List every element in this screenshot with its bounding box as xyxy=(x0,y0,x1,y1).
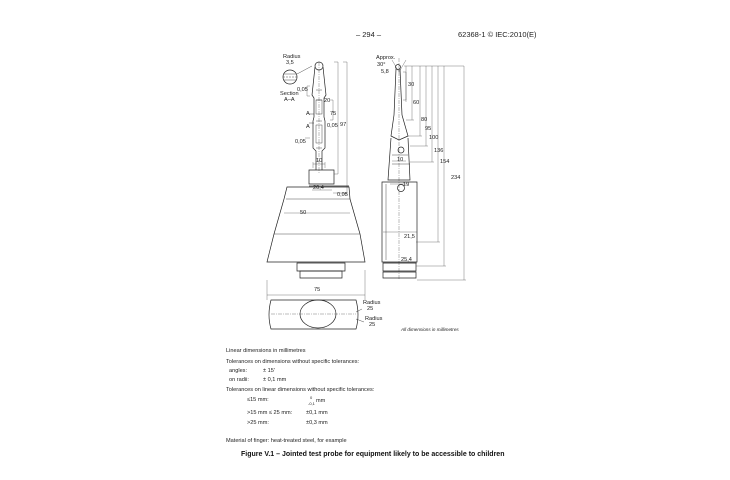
label-approx-angle: 30° xyxy=(377,62,386,68)
dim-0-05-lower: 0,05 xyxy=(295,139,306,145)
tol-row1-upper: 0 xyxy=(310,395,313,400)
note-linear-dims: Linear dimensions in millimetres xyxy=(226,348,306,354)
dim-100: 100 xyxy=(429,135,439,141)
dim-25-4: 25,4 xyxy=(401,257,412,263)
dim-20-4: 20,4 xyxy=(313,185,324,191)
note-radii-label: on radii: xyxy=(229,377,249,383)
note-tol-linear: Tolerances on linear dimensions without specific tolerances: xyxy=(226,387,375,393)
dim-234: 234 xyxy=(451,175,461,181)
tol-row2-value: ±0,1 mm xyxy=(306,410,328,416)
dim-5-8: 5,8 xyxy=(381,69,389,75)
dim-50: 50 xyxy=(300,210,307,216)
dim-80: 80 xyxy=(421,117,428,123)
dim-0-05-top: 0,05 xyxy=(297,87,308,93)
note-angles-value: ± 15' xyxy=(263,368,275,374)
standard-reference: 62368-1 © IEC:2010(E) xyxy=(458,30,537,39)
note-angles-label: angles: xyxy=(229,368,248,374)
label-approx: Approx. xyxy=(376,55,396,61)
dim-19: 19 xyxy=(403,182,410,188)
label-radius-value: 3,5 xyxy=(286,60,294,66)
dim-154: 154 xyxy=(440,159,450,165)
tol-row1-unit: mm xyxy=(316,398,326,404)
dim-0-05-mid: 0,05 xyxy=(327,123,338,129)
page-number: – 294 – xyxy=(356,30,382,39)
dim-75: 75 xyxy=(330,111,337,117)
label-a-upper: A xyxy=(306,111,310,117)
label-radius-25-b-value: 25 xyxy=(369,322,376,328)
note-tol-no-spec: Tolerances on dimensions without specific tolerances: xyxy=(226,359,360,365)
label-radius-25: Radius xyxy=(363,300,381,306)
label-radius: Radius xyxy=(283,54,301,60)
dim-136: 136 xyxy=(434,148,444,154)
label-section: Section xyxy=(280,91,299,97)
dim-21-5: 21,5 xyxy=(404,234,415,240)
dim-0-05-base: 0,05 xyxy=(337,192,348,198)
dim-97: 97 xyxy=(340,122,347,128)
tol-row3-label: >25 mm: xyxy=(247,420,269,426)
dim-20: 20 xyxy=(324,98,331,104)
figure-caption: Figure V.1 – Jointed test probe for equipment likely to be accessible to children xyxy=(241,451,505,458)
tol-row2-label: >15 mm ≤ 25 mm: xyxy=(247,410,293,416)
label-section-aa: A–A xyxy=(284,97,295,103)
note-material: Material of finger: heat-treated steel, for example xyxy=(226,438,347,444)
label-radius-25-value: 25 xyxy=(367,306,374,312)
tol-row1-lower: -0,1 xyxy=(308,401,315,406)
all-dims-note: All dimensions in millimetres xyxy=(401,327,459,332)
dim-95: 95 xyxy=(425,126,432,132)
tol-row3-value: ±0,3 mm xyxy=(306,420,328,426)
dim-10-right: 10 xyxy=(397,157,404,163)
label-radius-25-b: Radius xyxy=(365,316,383,322)
tol-row1-label: ≤15 mm: xyxy=(247,397,269,403)
dim-60: 60 xyxy=(413,100,420,106)
dim-75-bottom: 75 xyxy=(314,287,321,293)
dim-10: 10 xyxy=(316,158,323,164)
note-radii-value: ± 0,1 mm xyxy=(263,377,287,383)
dim-30: 30 xyxy=(408,82,415,88)
label-a-lower: A xyxy=(306,124,310,130)
